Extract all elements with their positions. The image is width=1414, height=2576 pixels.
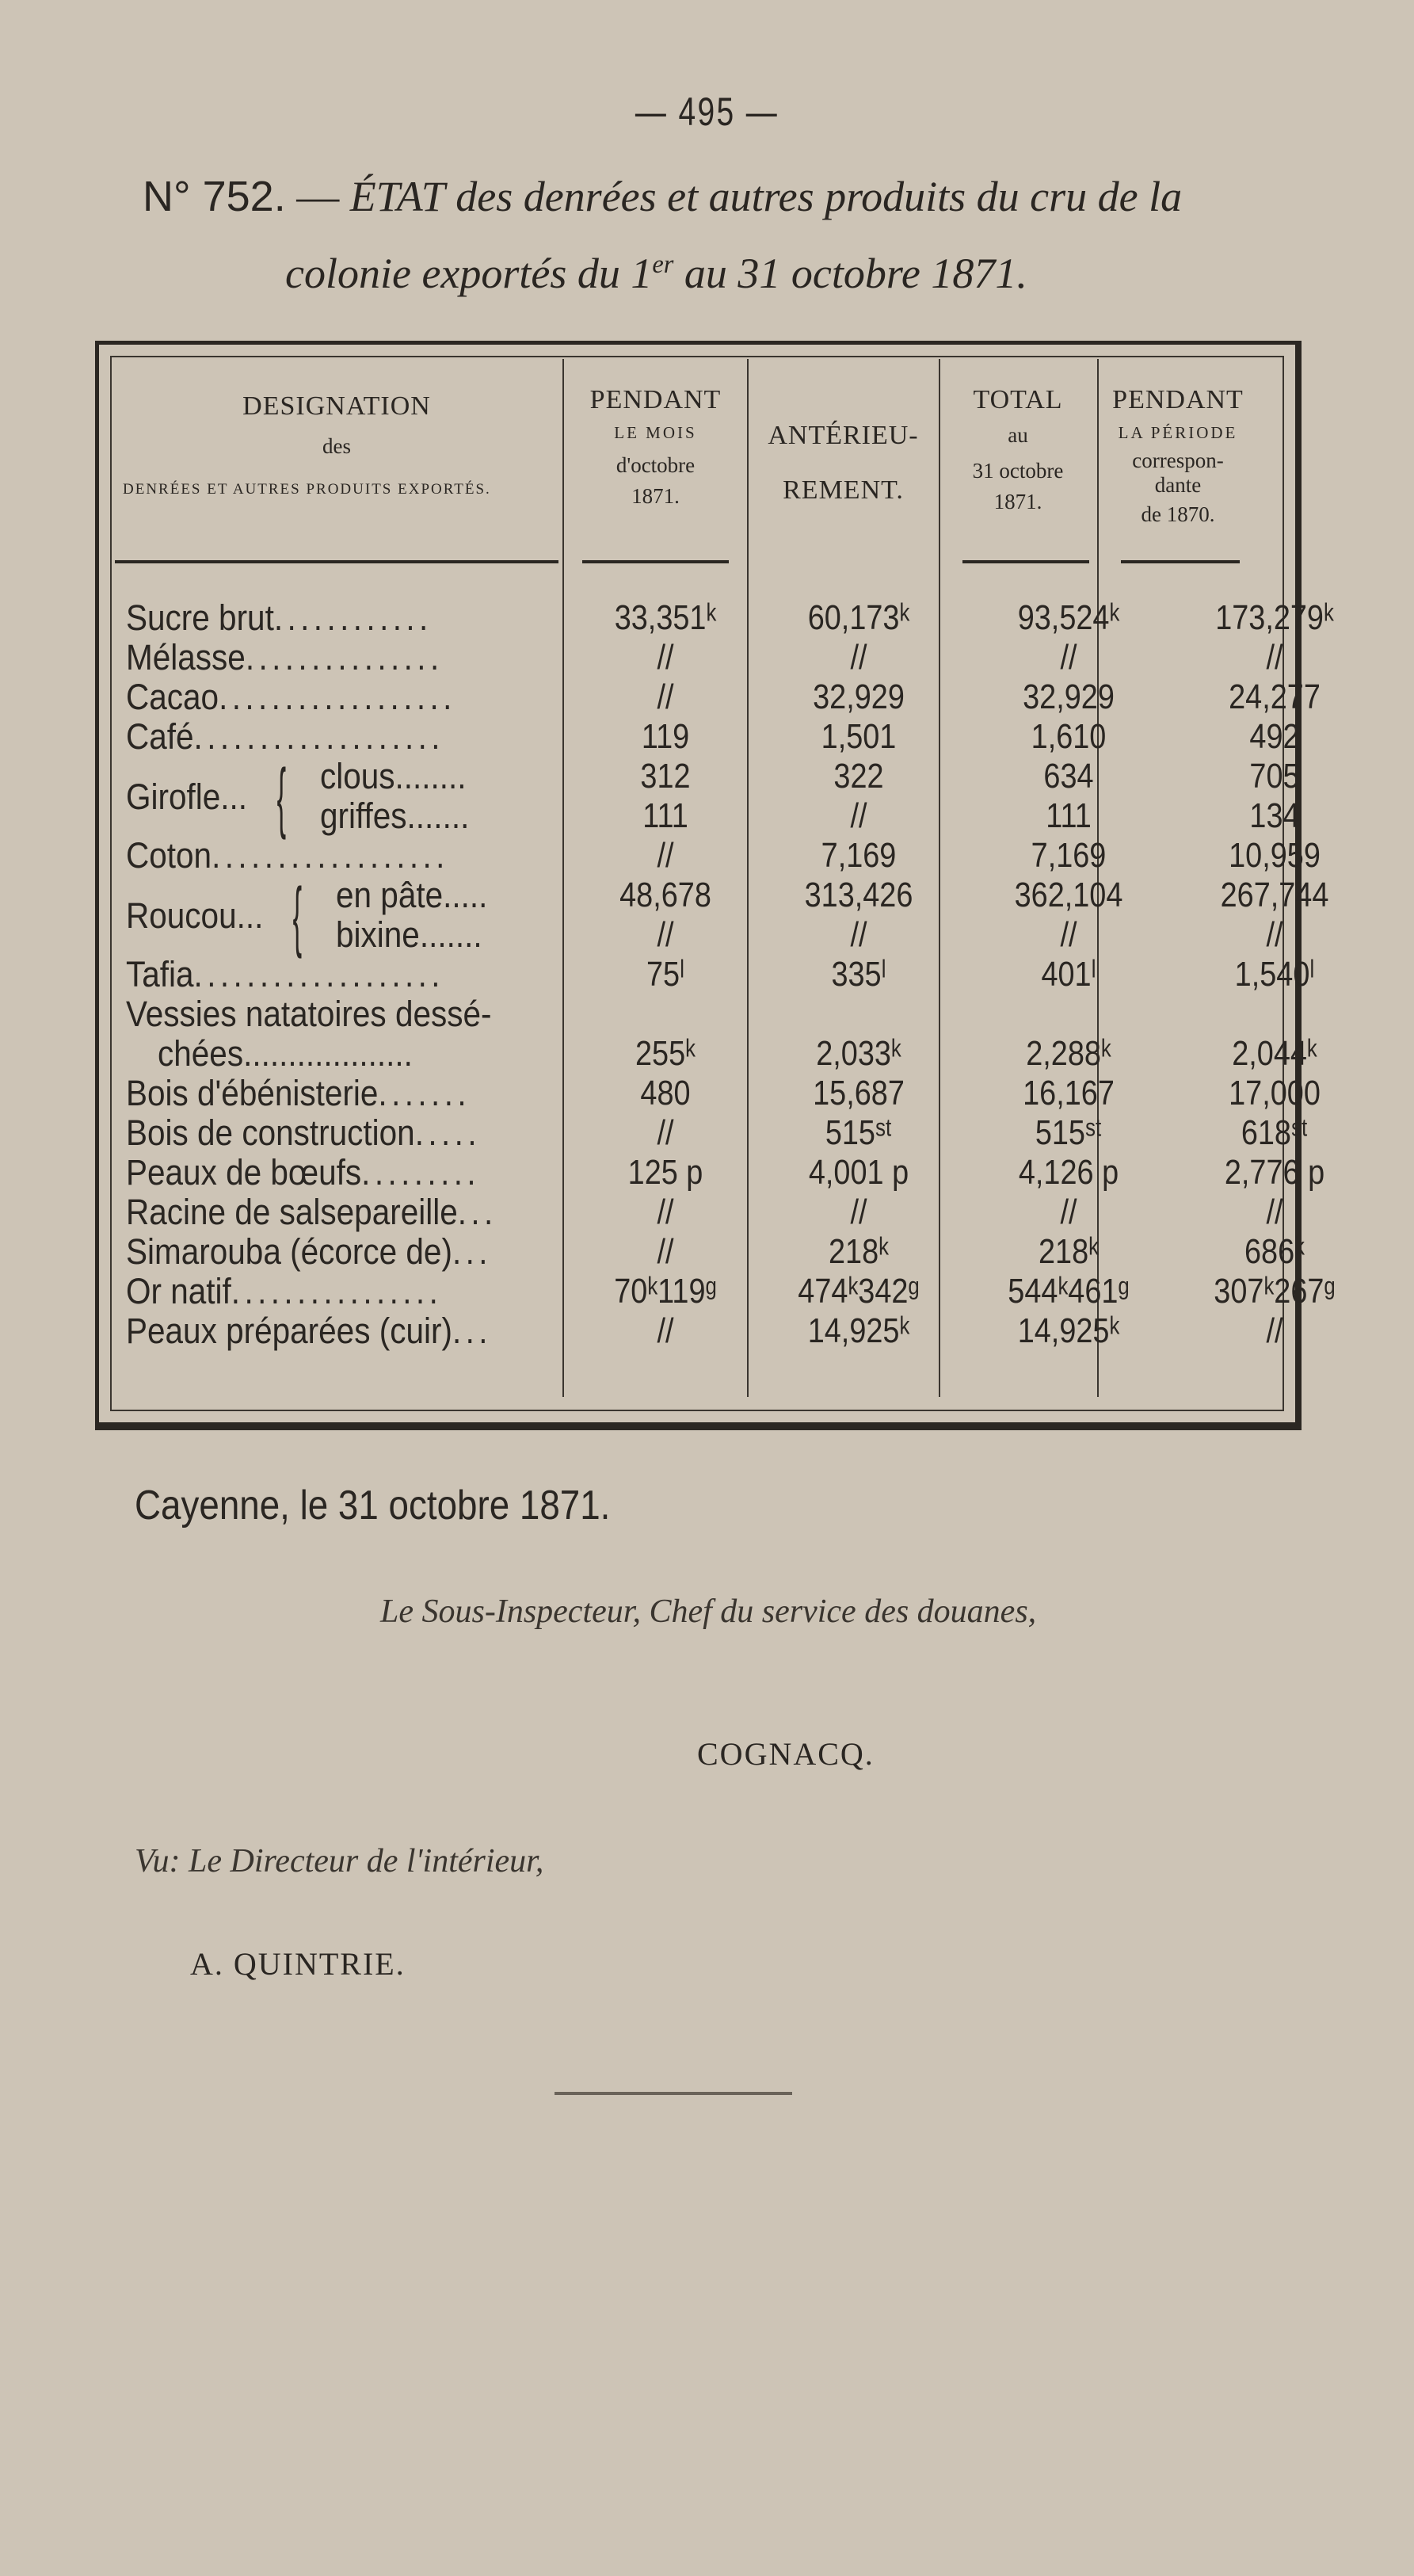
table-row xyxy=(126,638,1283,677)
header-col3-l4: 1871. xyxy=(993,490,1042,514)
header-col4-l4: dante xyxy=(1154,473,1202,498)
header-col1-l3: d'octobre xyxy=(616,453,696,478)
cell-month: 33,351ᵏ xyxy=(614,598,717,637)
leader-dots: ......... xyxy=(361,1153,481,1193)
cell-month: // xyxy=(657,1232,674,1271)
sub-label: bixine....... xyxy=(336,914,482,955)
cell-month: 75ˡ xyxy=(646,955,685,994)
row-label xyxy=(126,1272,525,1311)
cell-total: // xyxy=(1060,638,1077,677)
vu-name: A. QUINTRIE. xyxy=(190,1946,406,1982)
signatory-title: Le Sous-Inspecteur, Chef du service des douanes, xyxy=(380,1593,1037,1630)
cell-prior: 218ᵏ xyxy=(829,1232,889,1271)
cell-prior: 313,426 xyxy=(804,876,913,914)
cell-total: 362,104 xyxy=(1014,876,1123,914)
cell-1870: 1,540ˡ xyxy=(1234,955,1315,994)
leader-dots: ... xyxy=(452,1232,492,1272)
row-label xyxy=(126,638,525,677)
cell-1870: // xyxy=(1266,915,1283,954)
cell-1870: 492 xyxy=(1249,717,1300,756)
row-label: Vessies natatoires dessé- xyxy=(126,994,492,1034)
table-row xyxy=(126,598,1334,638)
leader-dots: ....... xyxy=(378,1074,471,1113)
row-label-text: Simarouba (écorce de) xyxy=(126,1232,452,1272)
cell-month: 480 xyxy=(640,1074,691,1112)
cell-total: 544ᵏ461ᵍ xyxy=(1008,1272,1130,1311)
row-label-text: Café xyxy=(126,717,194,757)
cell-1870: 267,744 xyxy=(1220,876,1329,914)
cell-prior: 474ᵏ342ᵍ xyxy=(798,1272,920,1311)
table-row-group-roucou xyxy=(126,872,1329,959)
leader-dots: .................. xyxy=(219,677,456,717)
cell-total: 634 xyxy=(1043,757,1094,796)
leader-dots: ................ xyxy=(231,1272,443,1311)
cell-prior: 335ˡ xyxy=(831,955,886,994)
cell-total: 93,524ᵏ xyxy=(1017,598,1120,637)
cell-total: 7,169 xyxy=(1031,836,1107,875)
cell-month: 111 xyxy=(642,796,688,835)
cell-total: 218ᵏ xyxy=(1039,1232,1099,1271)
cell-prior: 60,173ᵏ xyxy=(807,598,910,637)
table-body xyxy=(126,598,1336,1351)
cell-prior: 7,169 xyxy=(821,836,897,875)
table-row xyxy=(126,955,1315,994)
leader-dots: ..... xyxy=(414,1113,481,1153)
title-line1: des denrées et autres produits du cru de la xyxy=(455,173,1183,220)
row-label-text: Bois de construction xyxy=(126,1113,415,1153)
brace-glyph: { xyxy=(292,872,303,959)
cell-1870: 10,959 xyxy=(1229,836,1321,875)
title-line2b: au 31 octobre 1871. xyxy=(673,250,1027,297)
row-label-text: Coton xyxy=(126,836,212,876)
document-title xyxy=(143,162,1299,307)
table-row xyxy=(126,677,1321,717)
cell-month: 312 xyxy=(640,757,691,796)
cell-prior: 2,033ᵏ xyxy=(816,1034,901,1073)
table-row xyxy=(126,1193,1283,1232)
cell-month: 48,678 xyxy=(619,876,711,914)
sub-label: en pâte..... xyxy=(336,875,488,915)
cell-total: 2,288ᵏ xyxy=(1026,1034,1111,1073)
row-label-text: Sucre brut xyxy=(126,598,274,638)
row-label xyxy=(126,598,525,638)
header-col2-l1: ANTÉRIEU- xyxy=(768,421,919,450)
cell-month: // xyxy=(657,1193,674,1231)
cell-prior: 32,929 xyxy=(813,677,905,716)
cell-month: // xyxy=(657,1113,674,1152)
header-col3-l2: au xyxy=(1008,423,1028,448)
cell-total: 515ˢᵗ xyxy=(1035,1113,1103,1152)
cell-prior: 4,001 p xyxy=(808,1153,909,1192)
row-label: Roucou... xyxy=(126,895,264,936)
brace-glyph: { xyxy=(276,753,287,840)
cell-month: 125 p xyxy=(627,1153,703,1192)
header-col4-l3: correspon- xyxy=(1132,448,1224,473)
title-sup: er xyxy=(652,250,674,279)
cell-prior: // xyxy=(850,915,867,954)
cell-month: // xyxy=(657,1311,674,1350)
row-label xyxy=(126,677,525,717)
header-designation xyxy=(123,391,551,498)
row-label-cont: chées................... xyxy=(158,1033,413,1074)
cell-total: 1,610 xyxy=(1031,717,1107,756)
leader-dots: ... xyxy=(452,1311,492,1351)
cell-month: // xyxy=(657,836,674,875)
header-col4-l2: LA PÉRIODE xyxy=(1118,423,1238,443)
table-row-vessies xyxy=(126,994,1317,1074)
header-col4-l1: PENDANT xyxy=(1112,385,1244,414)
row-label-text: Mélasse xyxy=(126,638,246,677)
table-row xyxy=(126,1272,1336,1311)
cell-total: 401ˡ xyxy=(1041,955,1096,994)
header-col1 xyxy=(566,384,745,509)
cell-total: // xyxy=(1060,915,1077,954)
row-label: Girofle... xyxy=(126,777,248,817)
cell-1870: 17,000 xyxy=(1229,1074,1321,1112)
row-label xyxy=(126,1153,525,1193)
cell-month: 119 xyxy=(641,717,690,756)
cell-prior: 15,687 xyxy=(813,1074,905,1112)
row-label-text: Or natif xyxy=(126,1272,231,1311)
cell-total: 16,167 xyxy=(1023,1074,1115,1112)
row-label xyxy=(126,1074,525,1113)
leader-dots: ................... xyxy=(193,955,444,994)
cell-total: 111 xyxy=(1046,796,1092,835)
cell-month: // xyxy=(657,677,674,716)
table-row-group-girofle xyxy=(126,753,1300,840)
cell-total: // xyxy=(1060,1193,1077,1231)
leader-dots: .................. xyxy=(212,836,449,876)
row-label-text: Racine de salsepareille xyxy=(126,1193,458,1232)
cell-1870: // xyxy=(1266,1193,1283,1231)
header-separator xyxy=(115,560,558,563)
table-row xyxy=(126,836,1321,876)
cell-1870: 134 xyxy=(1249,796,1300,835)
header-col1-l4: 1871. xyxy=(631,484,680,509)
cell-prior: 1,501 xyxy=(821,717,897,756)
cell-1870: 705 xyxy=(1249,757,1300,796)
cell-prior: 14,925ᵏ xyxy=(807,1311,910,1350)
cell-total: 4,126 p xyxy=(1018,1153,1119,1192)
header-col3-l3: 31 octobre xyxy=(972,459,1064,483)
leader-dots: ............... xyxy=(245,638,444,677)
table-row xyxy=(126,1113,1309,1153)
header-col1-l2: LE MOIS xyxy=(614,423,697,443)
row-label xyxy=(126,836,525,876)
leader-dots: ................... xyxy=(193,717,444,757)
row-label-text: Peaux préparées (cuir) xyxy=(126,1311,452,1351)
cell-1870: 2,776 p xyxy=(1224,1153,1325,1192)
leader-dots: ... xyxy=(457,1193,497,1232)
cell-month: 255ᵏ xyxy=(635,1034,696,1073)
row-label xyxy=(126,955,525,994)
row-label xyxy=(126,1311,525,1351)
header-col3-l1: TOTAL xyxy=(973,385,1063,414)
cell-1870: // xyxy=(1266,1311,1283,1350)
cell-month: 70ᵏ119ᵍ xyxy=(614,1272,717,1311)
title-line2a: colonie exportés du 1 xyxy=(285,250,653,297)
row-label xyxy=(126,717,525,757)
header-col1-l1: PENDANT xyxy=(589,385,722,414)
signatory-name: COGNACQ. xyxy=(697,1736,875,1772)
cell-prior: // xyxy=(850,1193,867,1231)
vu-line: Vu: Le Directeur de l'intérieur, xyxy=(135,1843,544,1880)
cell-1870: 307ᵏ267ᵍ xyxy=(1214,1272,1336,1311)
header-denrees: DENRÉES ET AUTRES PRODUITS EXPORTÉS. xyxy=(123,481,491,498)
table-row xyxy=(126,1311,1283,1351)
row-label-text: Tafia xyxy=(126,955,194,994)
cell-1870: // xyxy=(1266,638,1283,677)
header-col2 xyxy=(750,420,936,506)
cell-1870: 686ᵏ xyxy=(1244,1232,1305,1271)
row-label-text: Peaux de bœufs xyxy=(126,1153,362,1193)
cell-total: 32,929 xyxy=(1023,677,1115,716)
place-date: Cayenne, le 31 octobre 1871. xyxy=(135,1483,611,1528)
leader-dots: ............ xyxy=(273,598,433,638)
cell-1870: 24,277 xyxy=(1229,677,1321,716)
closing-rule xyxy=(555,2092,792,2095)
row-label xyxy=(126,1113,525,1153)
row-label xyxy=(126,1193,525,1232)
cell-month: // xyxy=(657,638,674,677)
header-col2-l2: REMENT. xyxy=(783,475,904,506)
page-number: — 495 — xyxy=(635,90,779,134)
sub-label: clous........ xyxy=(320,756,467,796)
row-label-text: Bois d'ébénisterie xyxy=(126,1074,379,1113)
cell-month: // xyxy=(657,915,674,954)
header-separator xyxy=(962,560,1089,563)
header-separator xyxy=(582,560,729,563)
title-etat: ÉTAT xyxy=(349,173,445,220)
cell-prior: // xyxy=(850,796,867,835)
title-dash: — xyxy=(296,173,340,220)
table-row xyxy=(126,1232,1305,1272)
row-label xyxy=(126,1232,525,1272)
table-row xyxy=(126,1153,1325,1193)
header-des: des xyxy=(322,434,351,459)
header-designation-title: DESIGNATION xyxy=(242,391,431,421)
cell-1870: 2,044ᵏ xyxy=(1232,1034,1317,1073)
export-table xyxy=(95,341,1336,1430)
header-col3 xyxy=(940,384,1096,514)
header-separator xyxy=(1121,560,1240,563)
cell-1870: 618ˢᵗ xyxy=(1241,1113,1309,1152)
cell-total: 14,925ᵏ xyxy=(1017,1311,1120,1350)
header-col4 xyxy=(1099,384,1257,527)
cell-prior: 322 xyxy=(833,757,884,796)
document-number: N° 752. xyxy=(143,173,286,220)
table-row xyxy=(126,717,1300,757)
sub-label: griffes....... xyxy=(320,796,470,836)
table-row xyxy=(126,1074,1321,1113)
cell-1870: 173,279ᵏ xyxy=(1215,598,1334,637)
row-label-text: Cacao xyxy=(126,677,219,717)
cell-prior: 515ˢᵗ xyxy=(825,1113,893,1152)
header-col4-l5: de 1870. xyxy=(1141,502,1215,527)
cell-prior: // xyxy=(850,638,867,677)
